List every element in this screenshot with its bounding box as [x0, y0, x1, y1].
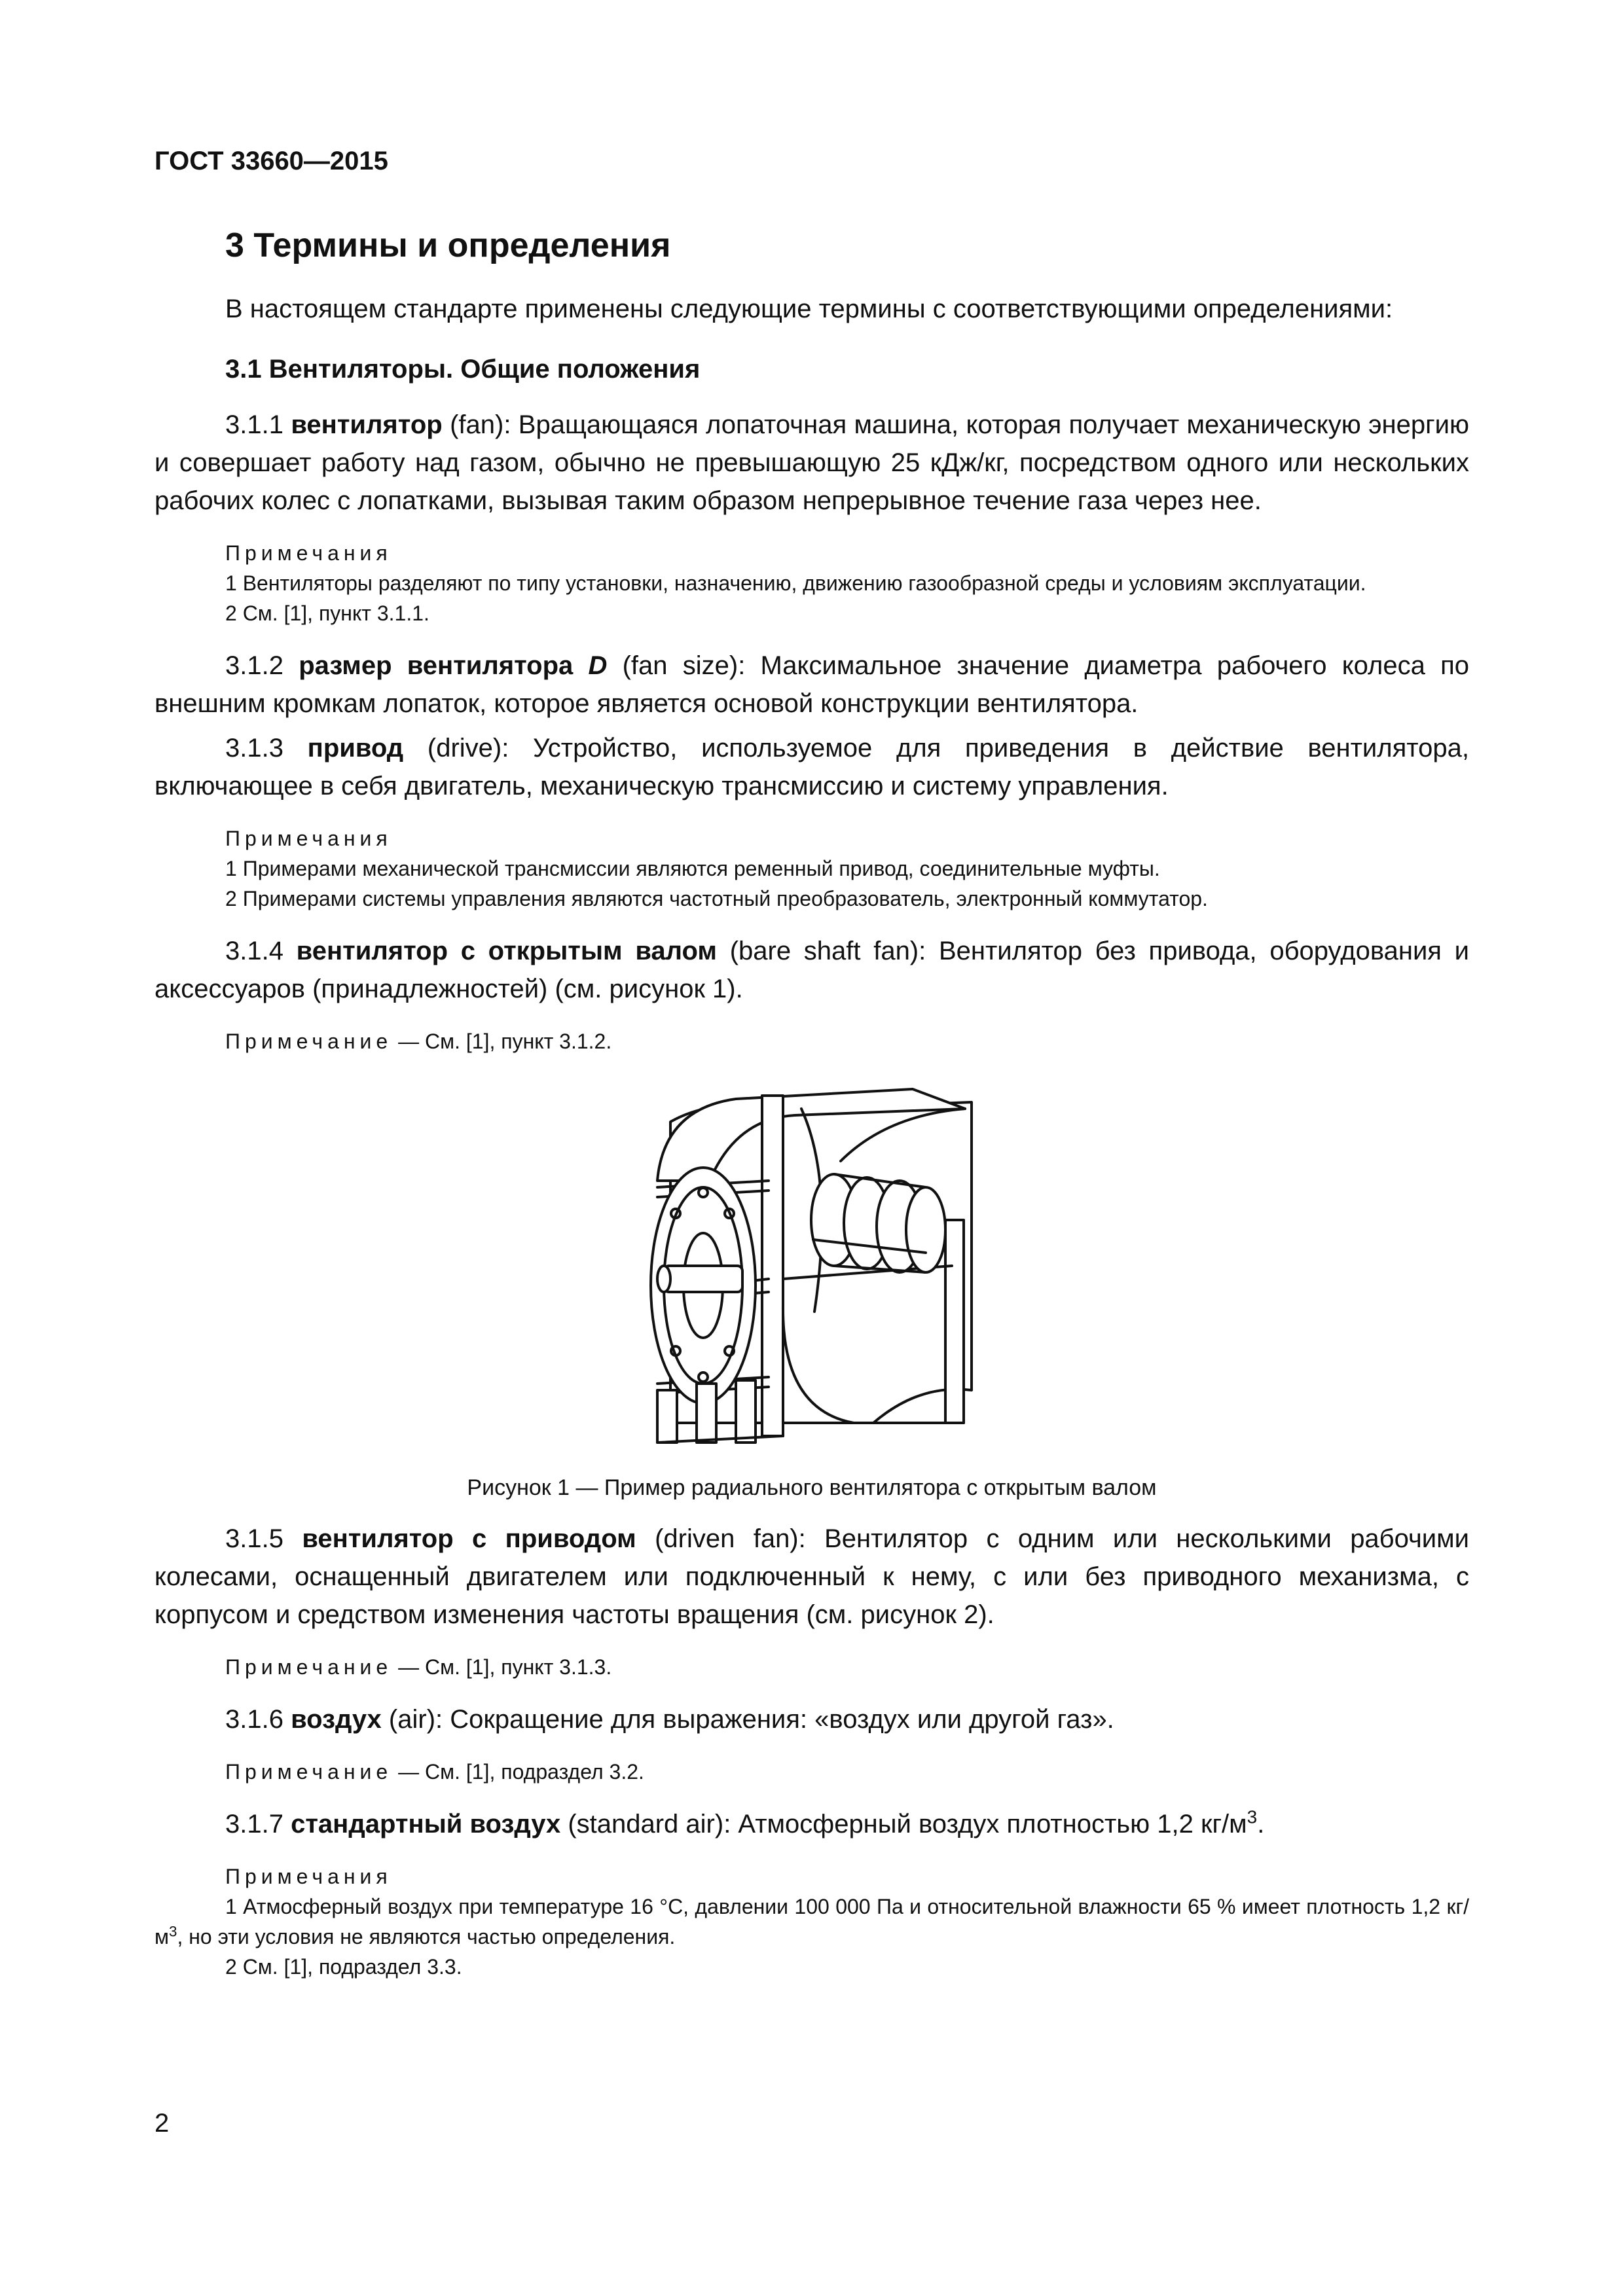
- term-name: размер вентилятора: [299, 651, 574, 680]
- term-name: вентилятор с открытым валом: [296, 937, 718, 965]
- term-definition: (fan size): Максимальное значение диаметра рабочего колеса по внешним кромкам лопаток, которое является основой конструкции вентилятора.: [155, 651, 1469, 718]
- note-text: — См. [1], подраздел 3.2.: [392, 1760, 644, 1784]
- subsection-title: 3.1 Вентиляторы. Общие положения: [225, 355, 701, 384]
- note-3-1-6: [155, 1757, 1469, 1787]
- note-text: — См. [1], пункт 3.1.2.: [392, 1030, 612, 1053]
- term-name: привод: [307, 734, 404, 762]
- note-item: 2 См. [1], подраздел 3.3.: [225, 1955, 462, 1979]
- term-symbol: D: [588, 651, 608, 680]
- note-label: Примечание: [225, 1030, 393, 1053]
- term-definition: (air): Сокращение для выражения: «воздух или другой газ».: [381, 1705, 1114, 1734]
- centrifugal-fan-illustration: [638, 1083, 978, 1462]
- term-name: вентилятор: [291, 410, 443, 439]
- term-end: .: [1257, 1810, 1265, 1839]
- term-number: 3.1.2: [225, 651, 283, 680]
- document-body: [155, 223, 1469, 1982]
- term-name: вентилятор с приводом: [302, 1524, 636, 1553]
- note-3-1-4: [155, 1026, 1469, 1056]
- superscript: 3: [1247, 1806, 1258, 1827]
- term-definition: (bare shaft fan): Вентилятор без привода, оборудования и аксессуаров (принадлежностей) (см. рисунок 1).: [155, 937, 1469, 1003]
- note-item: 1 Вентиляторы разделяют по типу установки, назначению, движению газообразной среды и условиям эксплуатации.: [225, 571, 1366, 595]
- page-number: 2: [155, 2109, 170, 2138]
- notes-3-1-1: [155, 538, 1469, 628]
- note-item: [155, 1892, 1469, 1952]
- term-definition: (standard air): Атмосферный воздух плотностью 1,2 кг/м: [560, 1810, 1247, 1839]
- term-number: 3.1.4: [225, 937, 283, 965]
- note-item: 1 Примерами механической трансмиссии являются ременный привод, соединительные муфты.: [225, 857, 1160, 880]
- term-3-1-4: [155, 932, 1469, 1008]
- term-3-1-2: [155, 647, 1469, 723]
- term-3-1-5: [155, 1520, 1469, 1634]
- note-label: Примечание: [225, 1655, 393, 1679]
- notes-3-1-3: [155, 823, 1469, 914]
- document-header: ГОСТ 33660—2015: [155, 147, 388, 175]
- notes-heading: Примечания: [225, 1865, 392, 1888]
- note-label: Примечание: [225, 1760, 393, 1784]
- term-name: стандартный воздух: [291, 1810, 561, 1839]
- term-definition: (fan): Вращающаяся лопаточная машина, которая получает механическую энергию и совершает работу над газом, обычно не превышающую 25 кДж/кг, посредством одного или нескольких рабочих колес с лопатками, вызывая таким образом непрерывное течение газа через нее.: [155, 410, 1469, 515]
- figure-caption: Рисунок 1 — Пример радиального вентилятора с открытым валом: [467, 1475, 1157, 1500]
- note-text: — См. [1], пункт 3.1.3.: [392, 1655, 612, 1679]
- term-number: 3.1.3: [225, 734, 283, 762]
- term-number: 3.1.7: [225, 1810, 283, 1839]
- term-3-1-7: [155, 1805, 1469, 1843]
- term-3-1-1: [155, 406, 1469, 520]
- term-number: 3.1.1: [225, 410, 283, 439]
- term-definition: (driven fan): Вентилятор с одним или несколькими рабочими колесами, оснащенный двигателем или подключенный к нему, с или без приводного механизма, с корпусом и средством изменения частоты вращения (см. рисунок 2).: [155, 1524, 1469, 1629]
- term-3-1-3: [155, 729, 1469, 805]
- section-intro: В настоящем стандарте применены следующие термины с соответствующими определениями:: [225, 295, 1393, 323]
- note-text: , но эти условия не являются частью определения.: [177, 1925, 676, 1948]
- notes-heading: Примечания: [225, 541, 392, 565]
- notes-3-1-7: [155, 1861, 1469, 1982]
- note-text: 1 Атмосферный воздух при температуре 16 °С, давлении 100 000 Па и относительной влажности 65 % имеет плотность 1,2 кг/м: [155, 1895, 1469, 1948]
- term-number: 3.1.6: [225, 1705, 283, 1734]
- section-title: 3 Термины и определения: [225, 226, 671, 264]
- term-number: 3.1.5: [225, 1524, 283, 1553]
- term-definition: (drive): Устройство, используемое для приведения в действие вентилятора, включающее в себя двигатель, механическую трансмиссию и систему управления.: [155, 734, 1469, 800]
- note-3-1-5: [155, 1652, 1469, 1682]
- note-item: 2 См. [1], пункт 3.1.1.: [225, 601, 429, 625]
- term-3-1-6: [155, 1700, 1469, 1738]
- notes-heading: Примечания: [225, 827, 392, 850]
- term-name: воздух: [291, 1705, 382, 1734]
- superscript: 3: [169, 1923, 177, 1940]
- note-item: 2 Примерами системы управления являются частотный преобразователь, электронный коммутатор.: [225, 887, 1208, 910]
- figure-1: [155, 1083, 1469, 1501]
